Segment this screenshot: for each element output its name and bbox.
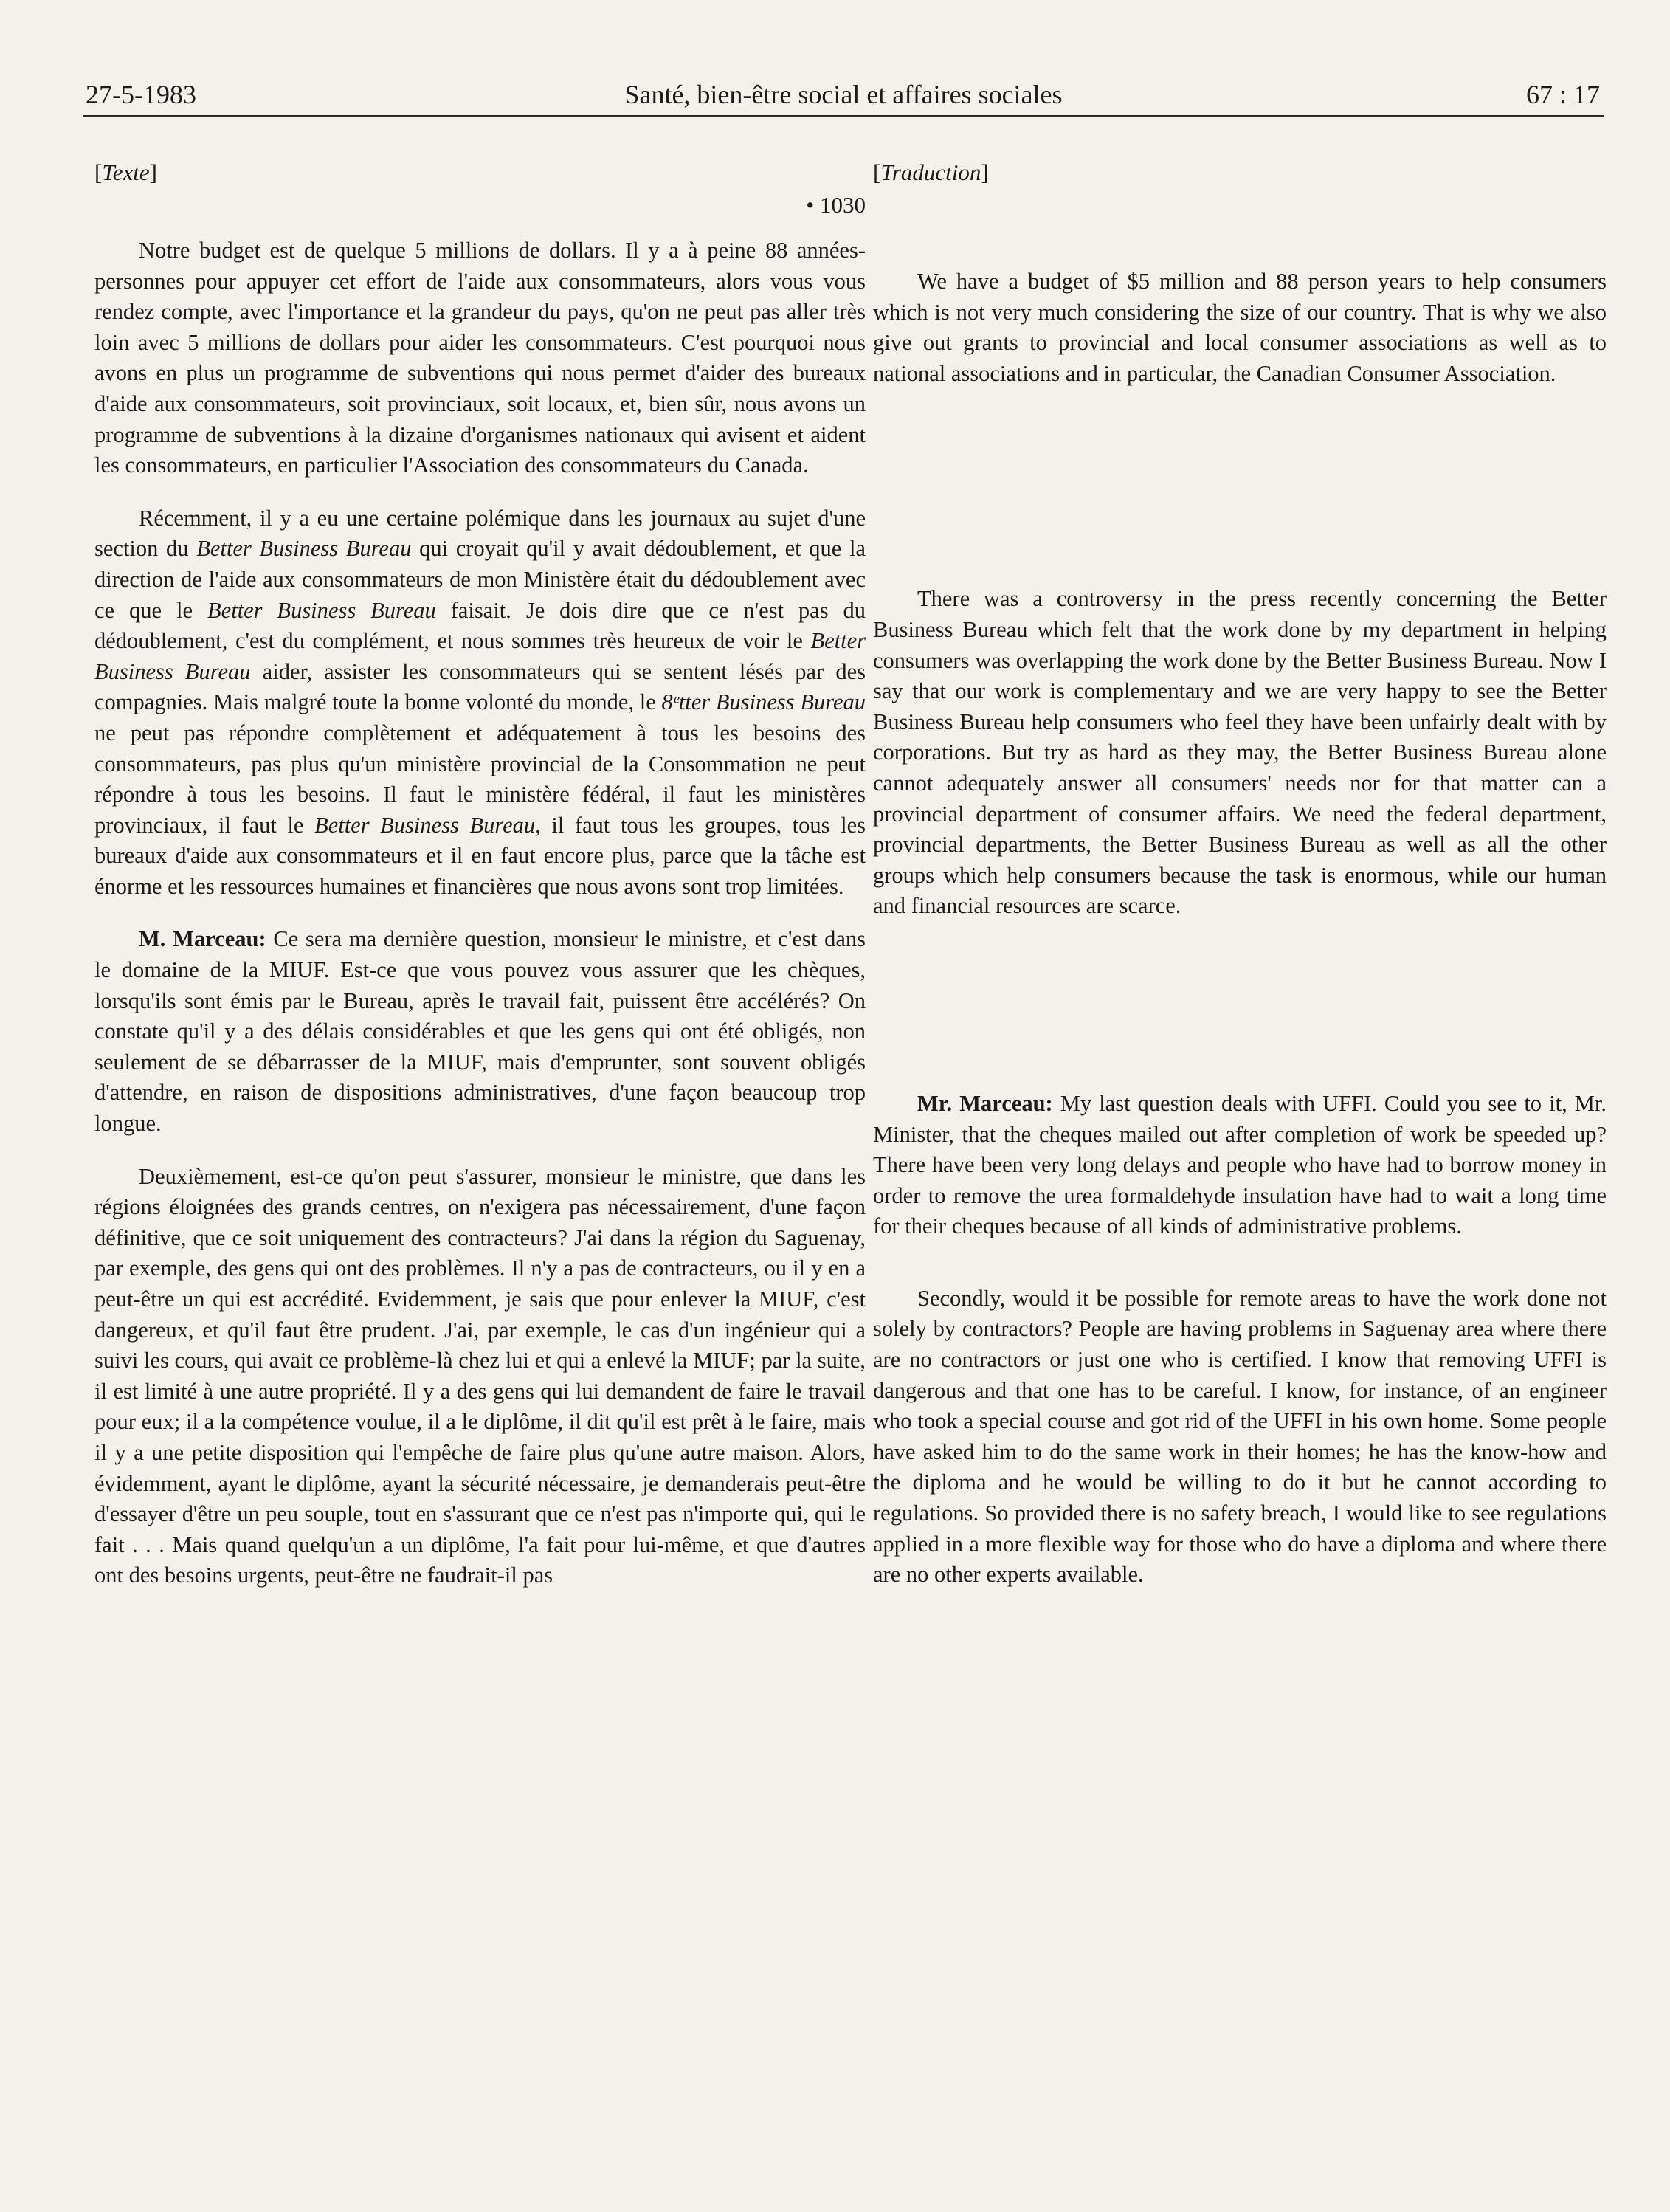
speaker-name: Mr. Marceau: — [917, 1090, 1053, 1116]
english-paragraph-3: Mr. Marceau: My last question deals with UFFI. Could you see to it, Mr. Minister, that the cheques mailed out after completion of work be speeded up? There have been very long delays and people who have had to borrow money in order to remove the urea formaldehyde insulation have had to wait a long time for their cheques because of all kinds of administrative problems. — [873, 1090, 1607, 1239]
speaker-name: M. Marceau: — [139, 926, 266, 952]
french-paragraph-1: Notre budget est de quelque 5 millions de dollars. Il y a à peine 88 années-personnes pour appuyer cet effort de l'aide aux consommateurs, alors vous vous rendez compte, avec l'importance et la grandeur du pays, qu'on ne peut pas aller très loin avec 5 millions de dollars pour aider les consommateurs. C'est pourquoi nous avons en plus un programme de subventions qui nous permet d'aider des bureaux d'aide aux consommateurs, soit provinciaux, soit locaux, et, bien sûr, nous avons un programme de subventions à la dizaine d'organismes nationaux qui avisent et aident les consommateurs, en particulier l'Association des consommateurs du Canada. — [94, 238, 866, 478]
header-date: 27-5-1983 — [86, 80, 196, 109]
english-paragraph-4: Secondly, would it be possible for remote areas to have the work done not solely by contractors? People are having problems in Saguenay area where there are no contractors or just one who is certified. I know that removing UFFI is dangerous and that one has to be careful. I know, for instance, of an engineer who took a special course and got rid of the UFFI in his own home. Some people have asked him to do the same work in their homes; he has the know-how and the diploma and he would be willing to do it but he cannot according to regulations. So provided there is no safety breach, I would like to see regulations applied in a more flexible way for those who do have a diploma and where there are no other experts available. — [873, 1285, 1607, 1588]
french-paragraph-4: Deuxièmement, est-ce qu'on peut s'assurer, monsieur le ministre, que dans les régions éloignées des grands centres, on n'exigera pas nécessairement, d'une façon définitive, que ce soit uniquement des contracteurs? J'ai dans la région du Saguenay, par exemple, des gens qui ont des problèmes. Il n'y a pas de contracteurs, ou il y en a peut-être un qui est accrédité. Evidemment, je sais que pour enlever la MIUF, c'est dangereux, et qu'il faut être prudent. J'ai, par exemple, le cas d'un ingénieur qui a suivi les cours, qui avait ce problème-là chez lui et qui a enlevé la MIUF; par la suite, il est limité à une autre propriété. Il y a des gens qui lui demandent de faire le travail pour eux; il a la compétence voulue, il a le diplôme, il dit qu'il est prêt à le faire, mais il y a une petite disposition qui l'empêche de faire plus qu'une autre maison. Alors, évidemment, ayant le diplôme, ayant la sécurité nécessaire, je demanderais peut-être d'essayer d'être un peu souple, tout en s'assurant que ce n'est pas n'importe qui, qui le fait . . . Mais quand quelqu'un a un diplôme, l'a fait pour lui-même, et que d'autres ont des besoins urgents, peut-être ne faudrait-il pas — [94, 1163, 866, 1588]
french-paragraph-2: Récemment, il y a eu une certaine polémique dans les journaux au sujet d'une section du Better Business Bureau qui croyait qu'il y avait dédoublement, et que la direction de l'aide aux consommateurs de mon Ministère était du dédoublement avec ce que le Better Business Bureau faisait. Je dois dire que ce n'est pas du dédoublement, c'est du complément, et nous sommes très heureux de voir le Better Business Bureau aider, assister les consommateurs qui se sentent lésés par des compagnies. Mais malgré toute la bonne volonté du monde, le 8ᵉtter Business Bureau ne peut pas répondre complètement et adéquatement à tous les besoins des consommateurs, pas plus qu'un ministère provincial de la Consommation ne peut répondre à tous les besoins. Il faut le ministère fédéral, il faut les ministères provinciaux, il faut le Better Business Bureau, il faut tous les groupes, tous les bureaux d'aide aux consommateurs et il en faut encore plus, parce que la tâche est énorme et les ressources humaines et financières que nous avons sont trop limitées. — [94, 505, 866, 899]
french-section-tag: [Texte] — [94, 159, 157, 185]
header-title: Santé, bien-être social et affaires sociales — [624, 80, 1063, 109]
french-paragraph-3: M. Marceau: Ce sera ma dernière question, monsieur le ministre, et c'est dans le domaine de la MIUF. Est-ce que vous pouvez vous assurer que les chèques, lorsqu'ils sont émis par le Bureau, après le travail fait, puissent être accélérés? On constate qu'il y a des délais considérables et que les gens qui ont été obligés, non seulement de se débarrasser de la MIUF, mais d'emprunter, sont souvent obligés d'attendre, en raison de dispositions administratives, d'une façon beaucoup trop longue. — [94, 926, 866, 1137]
english-section-tag: [Traduction] — [873, 159, 989, 185]
english-paragraph-1: We have a budget of $5 million and 88 person years to help consumers which is not very much considering the size of our country. That is why we also give out grants to provincial and local consumer associations as well as to national associations and in particular, the Canadian Consumer Association. — [873, 269, 1607, 386]
header-page-number: 67 : 17 — [1525, 80, 1600, 109]
english-column — [873, 157, 1607, 1591]
running-header — [83, 77, 1604, 117]
french-column — [94, 157, 866, 1591]
english-paragraph-2: There was a controversy in the press recently concerning the Better Business Bureau which felt that the work done by my department in helping consumers was overlapping the work done by the Better Business Bureau. Now I say that our work is complementary and we are very happy to see the Better Business Bureau help consumers who feel they have been unfairly dealt with by corporations. But try as hard as they may, the Better Business Bureau alone cannot adequately answer all consumers' needs nor for that matter can a provincial department of consumer affairs. We need the federal department, provincial departments, the Better Business Bureau as well as all the other groups which help consumers because the task is enormous, while our human and financial resources are scarce. — [873, 586, 1607, 919]
time-marker: • 1030 — [806, 192, 866, 218]
